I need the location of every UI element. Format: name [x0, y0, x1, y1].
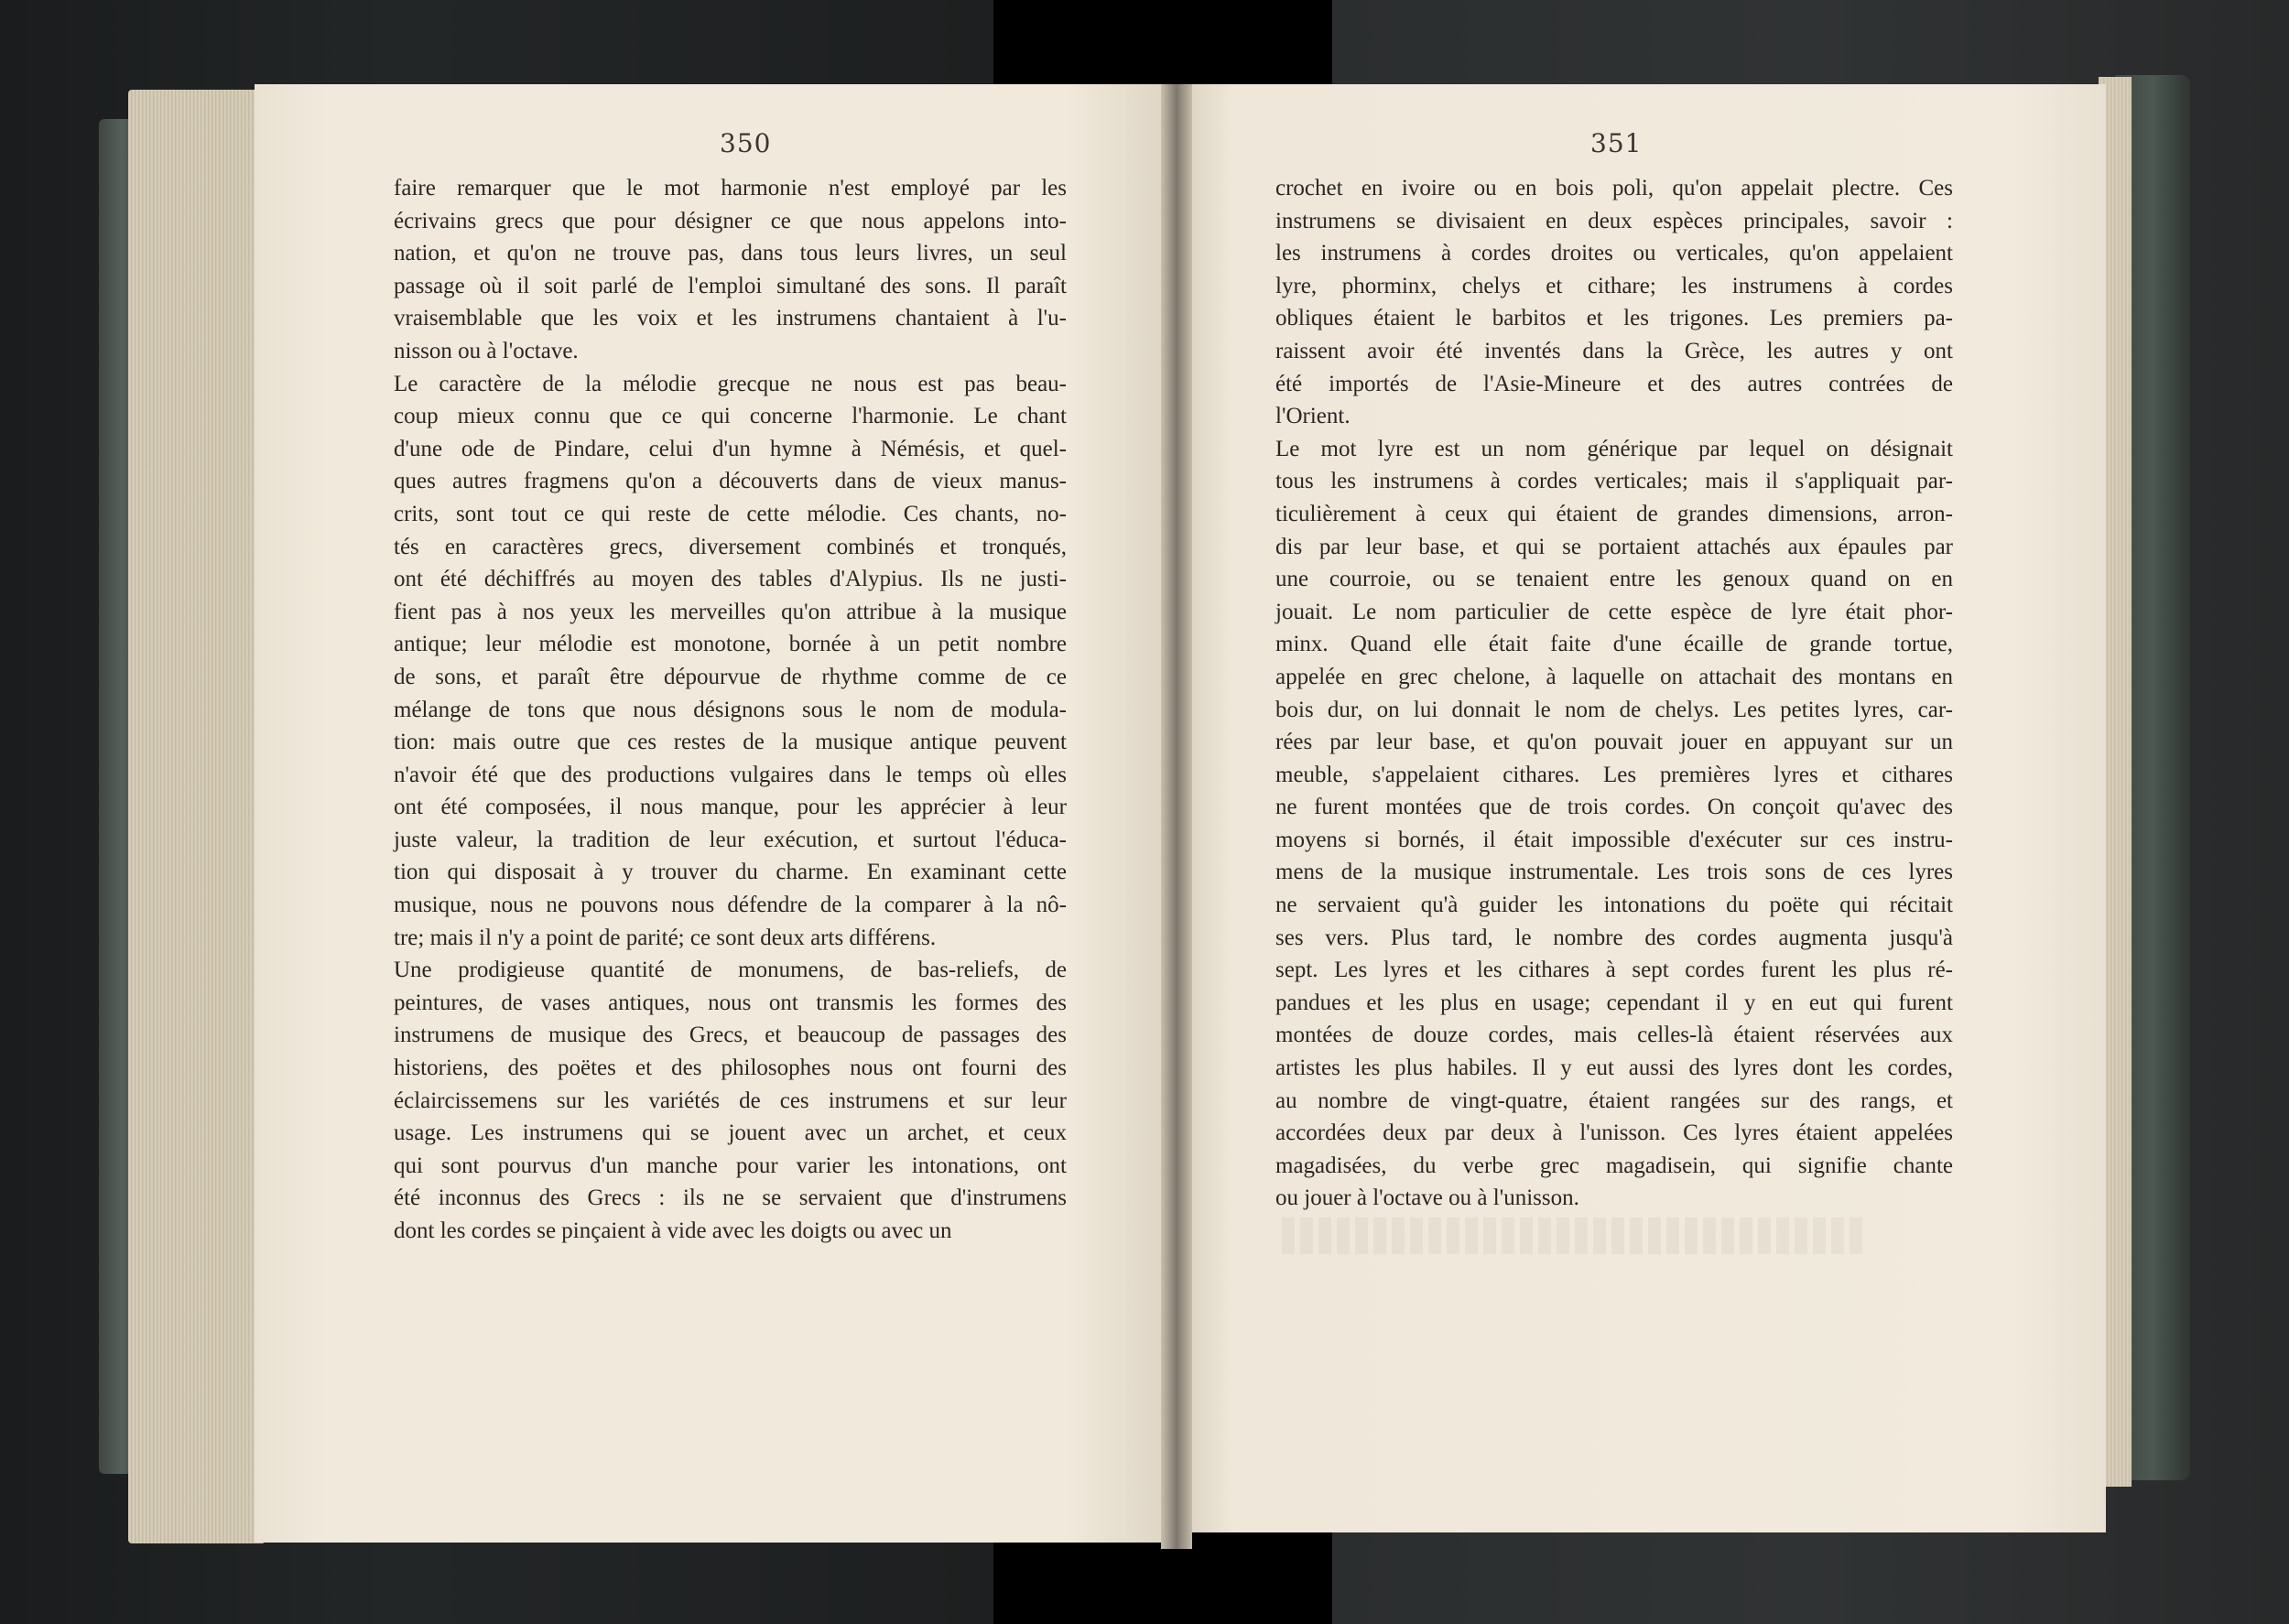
text-line: ne servaient qu'à guider les intonations du poëte qui récitait	[1275, 893, 1953, 918]
text-line: tés en caractères grecs, diversement combinés et tronqués,	[394, 534, 1067, 559]
text-line: passage où il soit parlé de l'emploi simultané des sons. Il paraît	[394, 273, 1067, 298]
text-line: mens de la musique instrumentale. Les trois sons de ces lyres	[1275, 860, 1953, 885]
text-line: nation, et qu'on ne trouve pas, dans tous leurs livres, un seul	[394, 241, 1067, 266]
text-line: été importés de l'Asie-Mineure et des autres contrées de	[1275, 371, 1953, 396]
text-line: instrumens de musique des Grecs, et beaucoup de passages des	[394, 1023, 1067, 1048]
text-line: accordées deux par deux à l'unisson. Ces lyres étaient appelées	[1275, 1121, 1953, 1146]
text-line: magadisées, du verbe grec magadisein, qui signifie chante	[1275, 1153, 1953, 1178]
text-line: meuble, s'appelaient cithares. Les premières lyres et cithares	[1275, 762, 1953, 787]
text-line: tre; mais il n'y a point de parité; ce sont deux arts différens.	[394, 925, 937, 950]
text-line: dis par leur base, et qui se portaient attachés aux épaules par	[1275, 534, 1953, 559]
book-gutter	[1161, 84, 1192, 1549]
text-line: rées par leur base, et qu'on pouvait jouer en appuyant sur un	[1275, 730, 1953, 755]
text-line: mélange de tons que nous désignons sous le nom de modula-	[394, 697, 1067, 722]
text-line: crits, sont tout ce qui reste de cette mélodie. Ces chants, no-	[394, 501, 1067, 526]
text-line: crochet en ivoire ou en bois poli, qu'on appelait plectre. Ces	[1275, 176, 1953, 200]
left-page-number: 350	[720, 128, 772, 158]
text-line: raissent avoir été inventés dans la Grèce, les autres y ont	[1275, 338, 1953, 363]
text-line: instrumens se divisaient en deux espèces principales, savoir :	[1275, 208, 1953, 233]
text-line: faire remarquer que le mot harmonie n'est employé par les	[394, 176, 1067, 200]
text-line: fient pas à nos yeux les merveilles qu'on attribue à la musique	[394, 599, 1067, 624]
page-edges-left	[128, 90, 266, 1543]
text-line: Le mot lyre est un nom générique par lequel on désignait	[1275, 436, 1953, 461]
text-line: appelée en grec chelone, à laquelle on attachait des montans en	[1275, 664, 1953, 689]
text-line: montées de douze cordes, mais celles-là étaient réservées aux	[1275, 1023, 1953, 1048]
left-page-text	[394, 172, 1067, 1248]
text-line: n'avoir été que des productions vulgaires dans le temps où elles	[394, 762, 1067, 787]
text-line: antique; leur mélodie est monotone, bornée à un petit nombre	[394, 632, 1067, 657]
text-line: au nombre de vingt-quatre, étaient rangées sur des rangs, et	[1275, 1088, 1953, 1113]
text-line: ne furent montées que de trois cordes. On conçoit qu'avec des	[1275, 795, 1953, 820]
text-line: lyre, phorminx, chelys et cithare; les instrumens à cordes	[1275, 273, 1953, 298]
text-line: minx. Quand elle était faite d'une écaille de grande tortue,	[1275, 632, 1953, 657]
text-line: usage. Les instrumens qui se jouent avec un archet, et ceux	[394, 1121, 1067, 1146]
show-through-text	[1282, 1218, 1868, 1254]
text-line: éclaircissemens sur les variétés de ces instrumens et sur leur	[394, 1088, 1067, 1113]
text-line: tion qui disposait à y trouver du charme. En examinant cette	[394, 860, 1067, 885]
text-line: nisson ou à l'octave.	[394, 338, 579, 363]
text-line: artistes les plus habiles. Il y eut aussi des lyres dont les cordes,	[1275, 1056, 1953, 1081]
text-line: Une prodigieuse quantité de monumens, de bas-reliefs, de	[394, 958, 1067, 983]
text-line: ou jouer à l'octave ou à l'unisson.	[1275, 1186, 1579, 1211]
text-line: les instrumens à cordes droites ou verticales, qu'on appelaient	[1275, 241, 1953, 266]
text-line: juste valeur, la tradition de leur exécution, et surtout l'éduca-	[394, 827, 1067, 852]
right-page-number: 351	[1590, 128, 1643, 158]
text-line: qui sont pourvus d'un manche pour varier les intonations, ont	[394, 1153, 1067, 1178]
text-line: obliques étaient le barbitos et les trigones. Les premiers pa-	[1275, 306, 1953, 331]
text-line: ont été composées, il nous manque, pour les apprécier à leur	[394, 795, 1067, 820]
text-line: d'une ode de Pindare, celui d'un hymne à Némésis, et quel-	[394, 436, 1067, 461]
text-line: écrivains grecs que pour désigner ce que nous appelons into-	[394, 208, 1067, 233]
text-line: l'Orient.	[1275, 404, 1351, 429]
text-line: sept. Les lyres et les cithares à sept cordes furent les plus ré-	[1275, 958, 1953, 983]
text-line: bois dur, on lui donnait le nom de chelys. Les petites lyres, car-	[1275, 697, 1953, 722]
text-line: Le caractère de la mélodie grecque ne nous est pas beau-	[394, 371, 1067, 396]
text-line: été inconnus des Grecs : ils ne se servaient que d'instrumens	[394, 1186, 1067, 1211]
text-line: tion: mais outre que ces restes de la musique antique peuvent	[394, 730, 1067, 755]
text-line: ont été déchiffrés au moyen des tables d'Alypius. Ils ne justi-	[394, 567, 1067, 592]
text-line: ticulièrement à ceux qui étaient de grandes dimensions, arron-	[1275, 501, 1953, 526]
text-line: tous les instrumens à cordes verticales; mais il s'appliquait par-	[1275, 469, 1953, 494]
text-line: coup mieux connu que ce qui concerne l'harmonie. Le chant	[394, 404, 1067, 429]
text-line: dont les cordes se pinçaient à vide avec les doigts ou avec un	[394, 1218, 952, 1243]
text-line: historiens, des poëtes et des philosophes nous ont fourni des	[394, 1056, 1067, 1081]
text-line: une courroie, ou se tenaient entre les genoux quand on en	[1275, 567, 1953, 592]
text-line: ques autres fragmens qu'on a découverts dans de vieux manus-	[394, 469, 1067, 494]
right-page-text	[1275, 172, 1953, 1215]
text-line: de sons, et paraît être dépourvue de rhythme comme de ce	[394, 664, 1067, 689]
text-line: musique, nous ne pouvons nous défendre de la comparer à la nô-	[394, 893, 1067, 918]
text-line: moyens si bornés, il était impossible d'exécuter sur ces instru-	[1275, 827, 1953, 852]
text-line: jouait. Le nom particulier de cette espèce de lyre était phor-	[1275, 599, 1953, 624]
text-line: pandues et les plus en usage; cependant il y en eut qui furent	[1275, 990, 1953, 1015]
text-line: vraisemblable que les voix et les instrumens chantaient à l'u-	[394, 306, 1067, 331]
text-line: ses vers. Plus tard, le nombre des cordes augmenta jusqu'à	[1275, 925, 1953, 950]
text-line: peintures, de vases antiques, nous ont transmis les formes des	[394, 990, 1067, 1015]
